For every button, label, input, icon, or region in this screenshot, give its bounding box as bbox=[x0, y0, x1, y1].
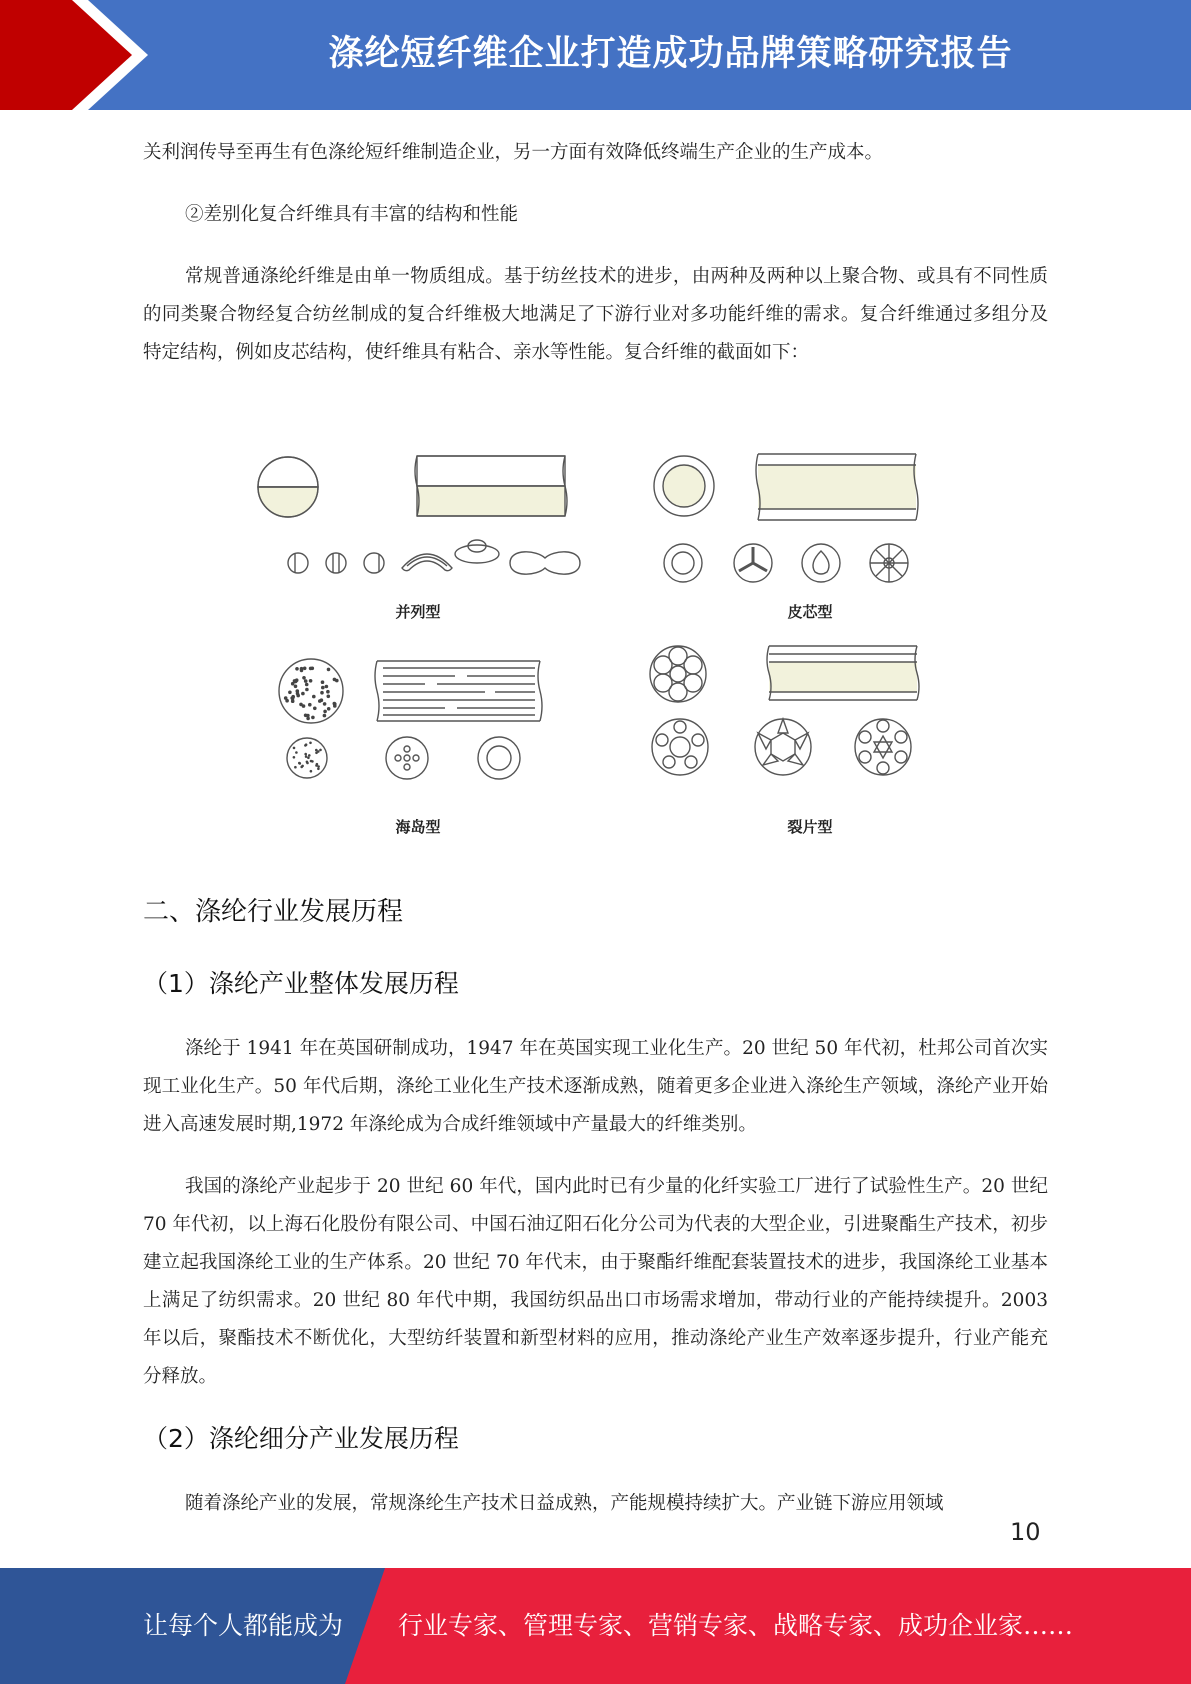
page-header bbox=[0, 0, 1191, 110]
page-footer bbox=[0, 1568, 1191, 1684]
caption-side-by-side: 并列型 bbox=[395, 603, 441, 621]
split-large-circle bbox=[650, 646, 706, 702]
split-long-section bbox=[767, 646, 919, 700]
split-small-shapes bbox=[652, 719, 911, 775]
page-number: 10 bbox=[1010, 1518, 1041, 1546]
sheath-core-large-circle bbox=[654, 456, 714, 516]
caption-sea-island: 海岛型 bbox=[395, 818, 441, 836]
subheading-composite-fiber: ②差别化复合纤维具有丰富的结构和性能 bbox=[185, 204, 519, 225]
side-by-side-large-circle bbox=[258, 457, 318, 517]
subsection-heading-segment-history: （2）涤纶细分产业发展历程 bbox=[143, 1424, 459, 1453]
paragraph-4: 涤纶于 1941 年在英国研制成功，1947 年在英国实现工业化生产。20 世纪 50 年代初，杜邦公司首次实现工业化生产。50 年代后期，涤纶工业化生产技术逐渐成熟，随着更多企业进入涤纶生产领域，涤纶产业开始进入高速发展时期,1972 年涤纶成为合成纤维领域中产量最大的纤维类别。 bbox=[143, 1038, 1048, 1135]
side-by-side-small-shapes bbox=[288, 540, 580, 574]
paragraph-5: 我国的涤纶产业起步于 20 世纪 60 年代，国内此时已有少量的化纤实验工厂进行了试验性生产。20 世纪 70 年代初，以上海石化股份有限公司、中国石油辽阳石化分公司为代表的大型企业，引进聚酯生产技术，初步建立起我国涤纶工业的生产体系。20 世纪 70 年代末，由于聚酯纤维配套装置技术的进步，我国涤纶工业基本上满足了纺织需求。20 世纪 80 年代中期，我国纺织品出口市场需求增加，带动行业的产能持续提升。2003 年以后，聚酯技术不断优化，大型纺纤装置和新型材料的应用，推动涤纶产业生产效率逐步提升，行业产能充分释放。 bbox=[143, 1176, 1048, 1387]
sea-island-small-shapes bbox=[287, 737, 520, 779]
side-by-side-long-section bbox=[415, 456, 567, 516]
paragraph-1: 关利润传导至再生有色涤纶短纤维制造企业，另一方面有效降低终端生产企业的生产成本。 bbox=[143, 142, 884, 163]
section-heading-polyester-history: 二、涤纶行业发展历程 bbox=[143, 897, 404, 927]
sheath-core-long-section bbox=[756, 454, 918, 520]
sea-island-long-section bbox=[375, 661, 542, 721]
report-title: 涤纶短纤维企业打造成功品牌策略研究报告 bbox=[328, 34, 1013, 74]
caption-sheath-core: 皮芯型 bbox=[787, 603, 833, 621]
paragraph-3: 常规普通涤纶纤维是由单一物质组成。基于纺丝技术的进步，由两种及两种以上聚合物、或具有不同性质的同类聚合物经复合纺丝制成的复合纤维极大地满足了下游行业对多功能纤维的需求。复合纤维通过多组分及特定结构，例如皮芯结构，使纤维具有粘合、亲水等性能。复合纤维的截面如下： bbox=[143, 266, 1048, 363]
caption-split: 裂片型 bbox=[787, 818, 833, 836]
footer-slogan-left: 让每个人都能成为 bbox=[143, 1611, 344, 1640]
paragraph-6: 随着涤纶产业的发展，常规涤纶生产技术日益成熟，产能规模持续扩大。产业链下游应用领域 bbox=[185, 1493, 944, 1514]
footer-slogan-right: 行业专家、管理专家、营销专家、战略专家、成功企业家…… bbox=[398, 1611, 1074, 1640]
subsection-heading-overall-history: （1）涤纶产业整体发展历程 bbox=[143, 969, 459, 998]
composite-fiber-cross-section-figure bbox=[255, 440, 935, 850]
sea-island-large-circle bbox=[279, 659, 343, 723]
sheath-core-small-shapes bbox=[664, 544, 908, 582]
